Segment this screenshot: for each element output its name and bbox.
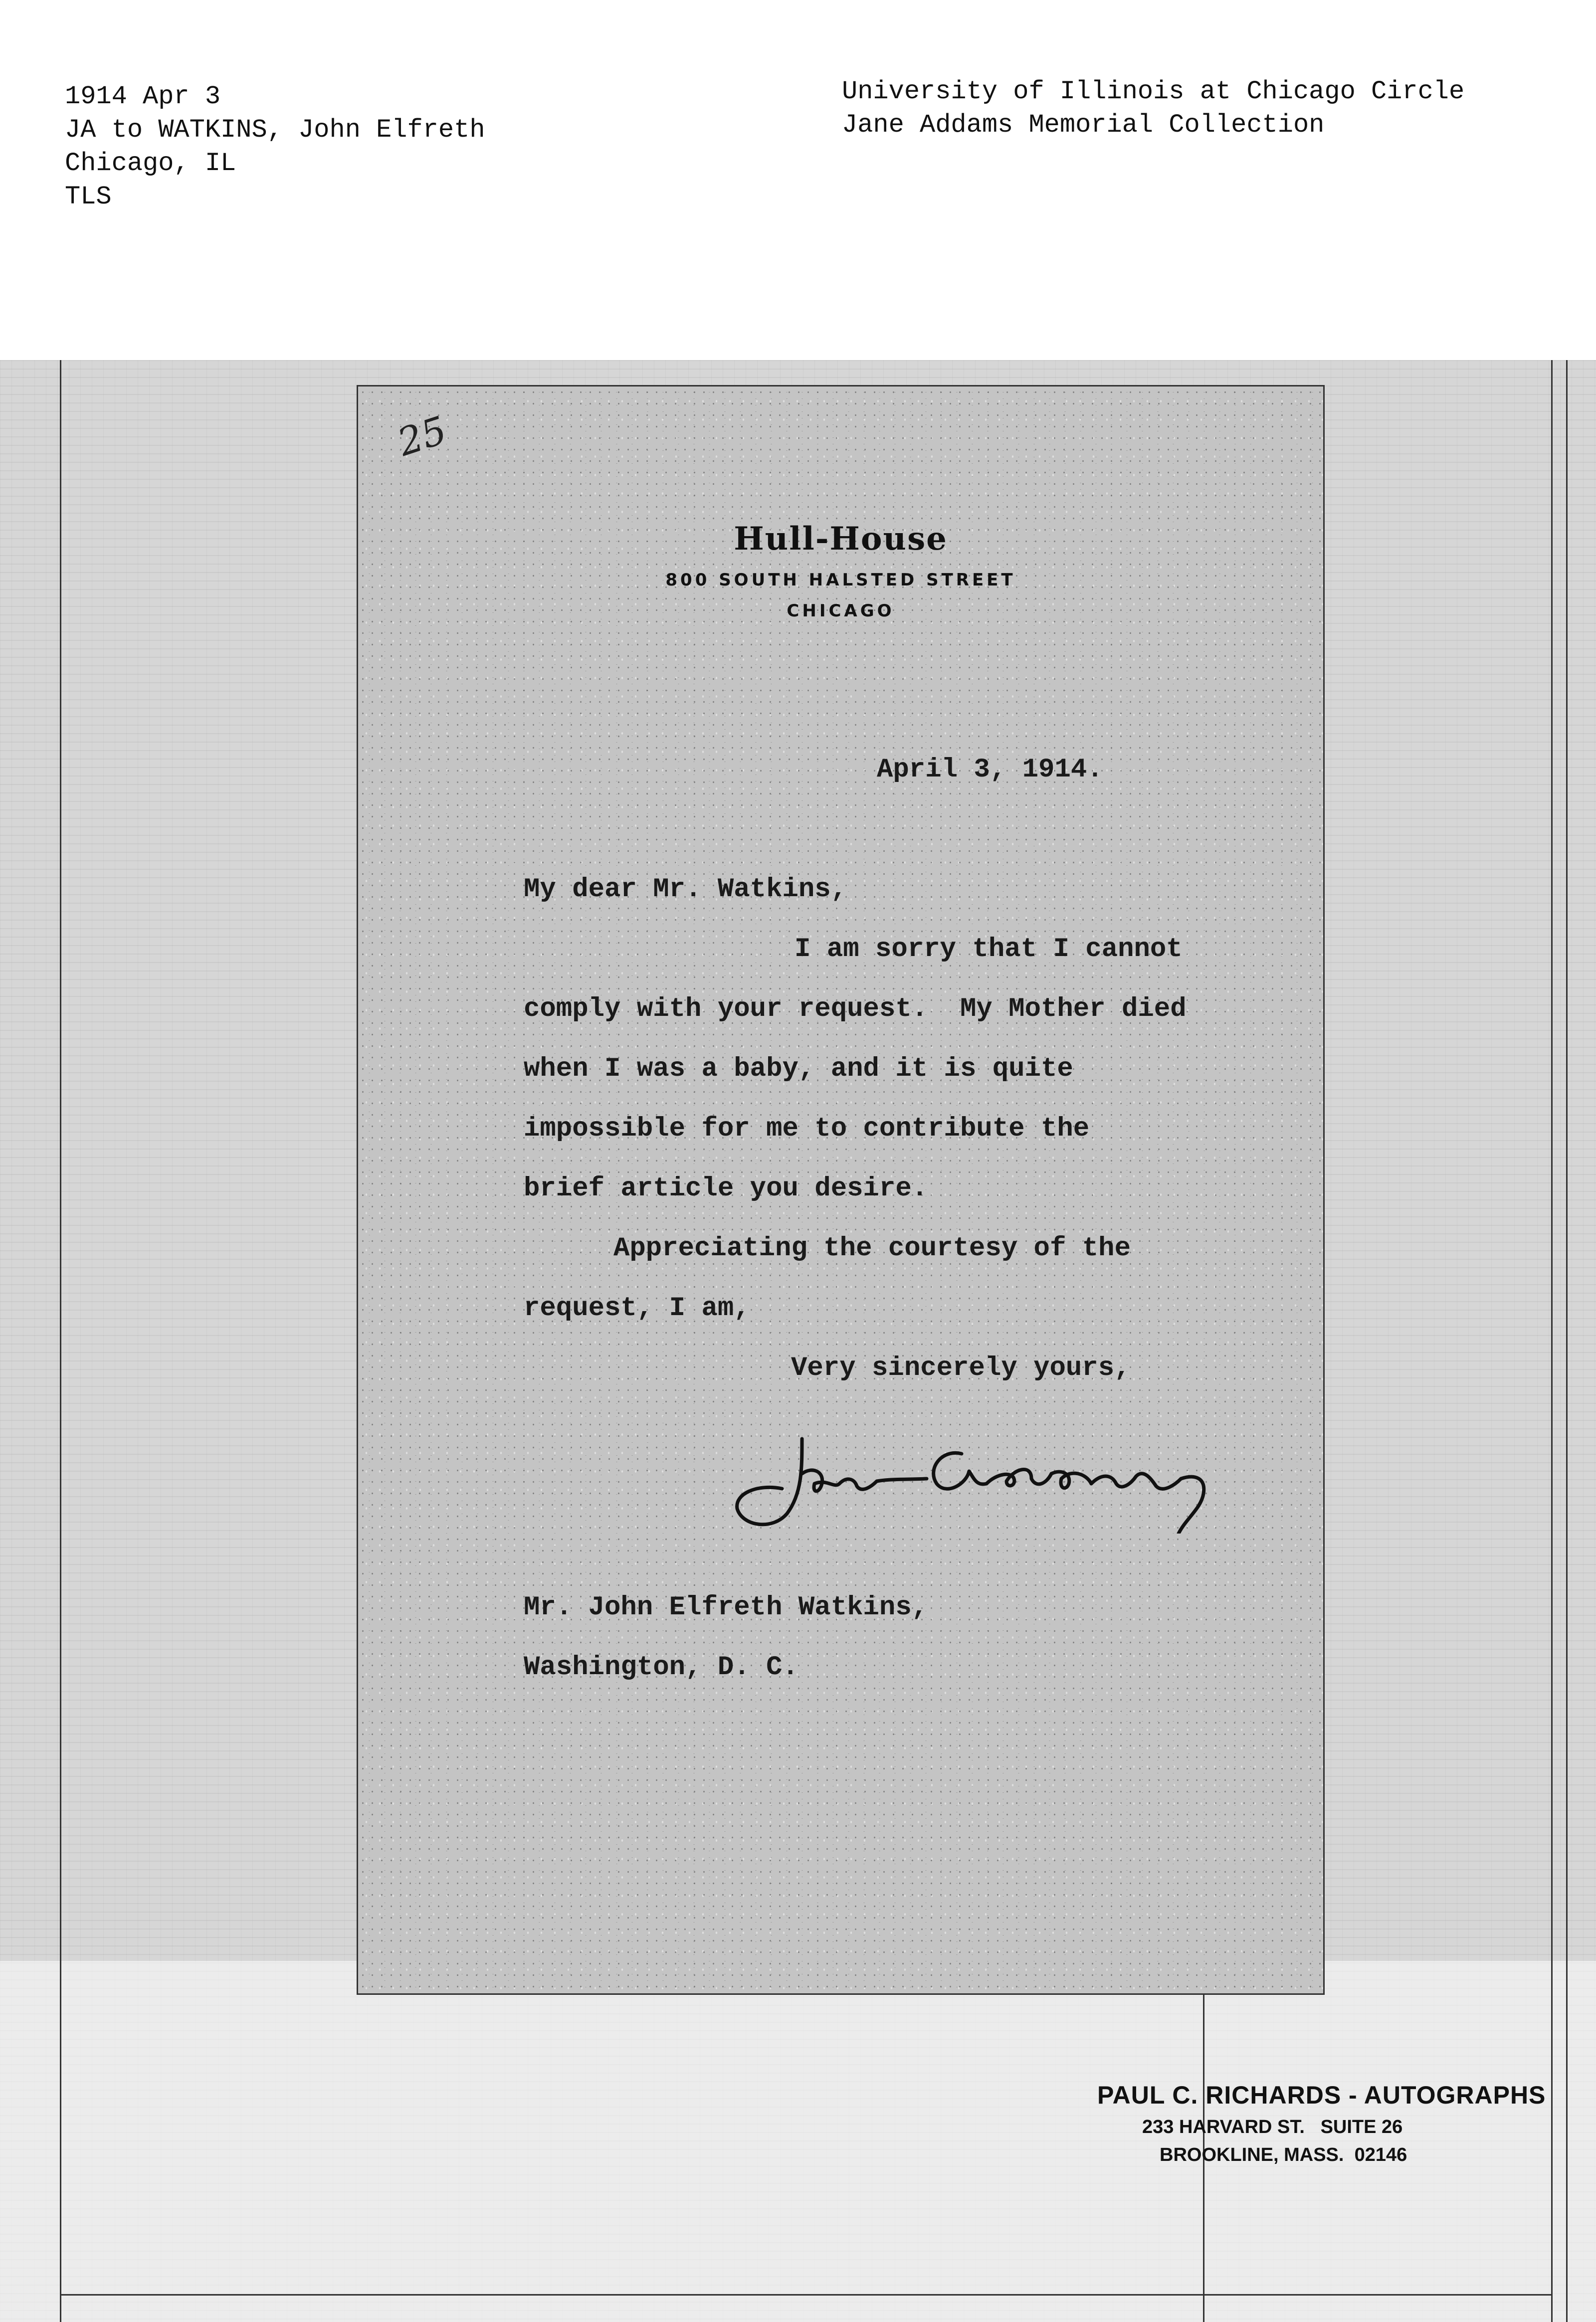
mount-border-bottom — [60, 2294, 1551, 2296]
mount-border-right-2 — [1566, 360, 1568, 2322]
catalog-date: 1914 Apr 3 — [65, 82, 221, 111]
dealer-stamp-city: BROOKLINE, MASS. 02146 — [1160, 2144, 1407, 2165]
catalog-info-right — [842, 75, 1464, 142]
body-line: when I was a baby, and it is quite — [524, 1054, 1073, 1084]
body-line: comply with your request. My Mother died — [524, 994, 1187, 1024]
catalog-institution: University of Illinois at Chicago Circle — [842, 77, 1465, 106]
dealer-stamp-street: 233 HARVARD ST. SUITE 26 — [1142, 2117, 1403, 2137]
body-line: brief article you desire. — [524, 1173, 928, 1204]
signature-image — [727, 1424, 1246, 1534]
body-line: Appreciating the courtesy of the — [613, 1233, 1131, 1264]
catalog-type: TLS — [65, 182, 112, 211]
body-line: request, I am, — [524, 1293, 750, 1324]
addressee-city: Washington, D. C. — [524, 1652, 798, 1683]
dealer-stamp-name: PAUL C. RICHARDS - AUTOGRAPHS — [1097, 2081, 1546, 2109]
body-line: impossible for me to contribute the — [524, 1114, 1090, 1144]
catalog-place: Chicago, IL — [65, 149, 236, 178]
body-line: I am sorry that I cannot — [795, 934, 1183, 965]
scan-lightband — [0, 1961, 1596, 2322]
addressee-name: Mr. John Elfreth Watkins, — [524, 1592, 928, 1623]
catalog-collection: Jane Addams Memorial Collection — [842, 110, 1325, 140]
letter-sheet — [357, 385, 1325, 1995]
mount-border-left — [60, 360, 61, 2322]
letterhead-name: Hull-House — [734, 520, 948, 558]
mount-border-right — [1551, 360, 1553, 2322]
catalog-correspondents: JA to WATKINS, John Elfreth — [65, 115, 485, 145]
letterhead-street: 800 SOUTH HALSTED STREET — [665, 570, 1016, 590]
letter-date: April 3, 1914. — [877, 755, 1103, 785]
letterhead-city: CHICAGO — [787, 601, 895, 621]
salutation: My dear Mr. Watkins, — [524, 874, 847, 905]
catalog-info-left — [65, 80, 485, 213]
closing: Very sincerely yours, — [791, 1353, 1131, 1383]
handwritten-mark: 25 — [392, 407, 452, 465]
